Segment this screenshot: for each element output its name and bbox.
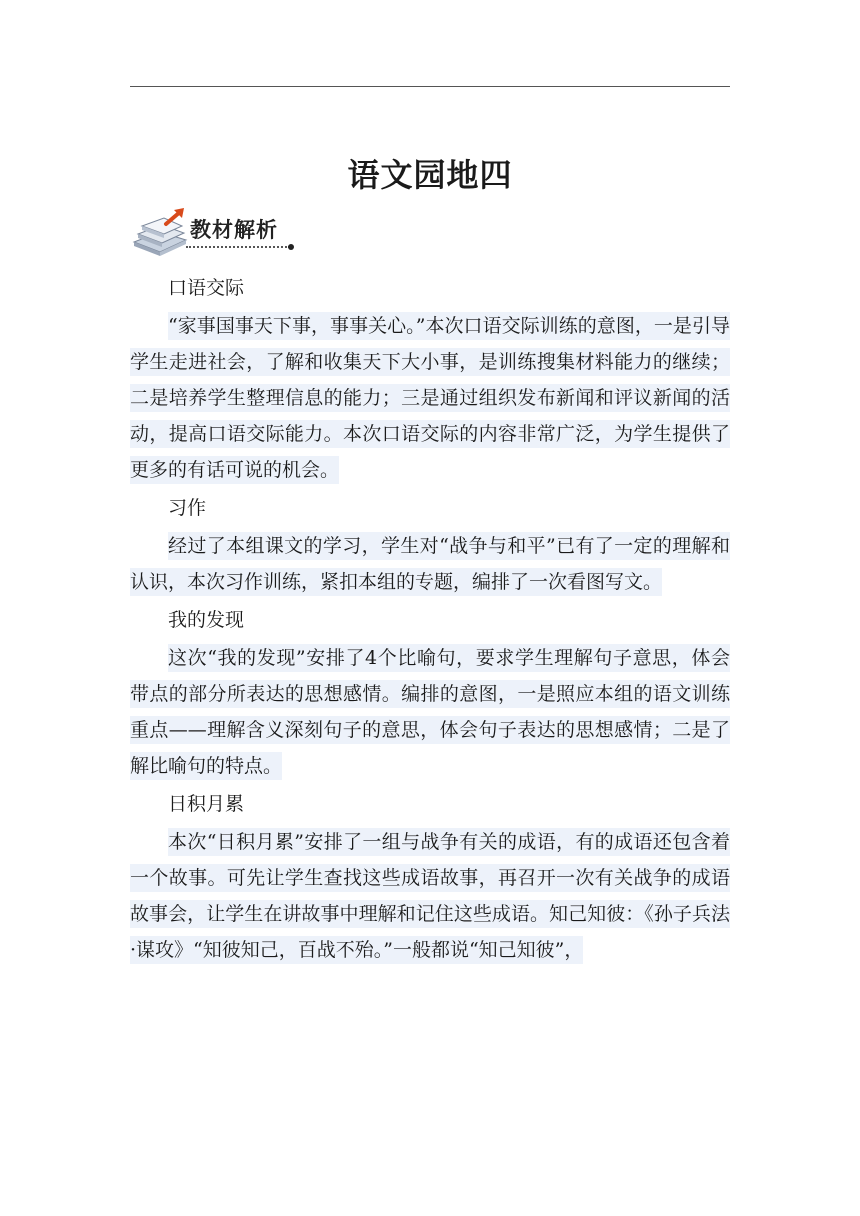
section-text-writing [130, 528, 730, 600]
section-text-speaking [130, 308, 730, 488]
dotted-underline-end [288, 244, 294, 250]
section-heading-accumulation: 日积月累 [168, 793, 245, 815]
section-heading-speaking: 口语交际 [168, 277, 245, 299]
section-text-discovery [130, 640, 730, 784]
section-text-accumulation [130, 824, 730, 968]
section-text-writing-span: 经过了本组课文的学习，学生对“战争与和平”已有了一定的理解和认识，本次习作训练，紧扣本组的专题，编排了一次看图写文。 [130, 532, 730, 596]
header-rule [130, 86, 730, 87]
section-label: 教材解析 [190, 218, 278, 242]
section-heading-discovery: 我的发现 [168, 609, 245, 631]
content-body [130, 270, 730, 970]
section-text-discovery-span: 这次“我的发现”安排了4个比喻句，要求学生理解句子意思，体会带点的部分所表达的思想感情。编排的意图，一是照应本组的语文训练重点——理解含义深刻句子的意思，体会句子表达的思想感情；二是了解比喻句的特点。 [130, 644, 730, 780]
page-title: 语文园地四 [347, 156, 513, 194]
books-icon [130, 206, 190, 260]
dotted-underline [186, 246, 290, 248]
section-heading-writing: 习作 [168, 497, 207, 519]
section-badge [130, 206, 300, 260]
section-text-accumulation-span: 本次“日积月累”安排了一组与战争有关的成语，有的成语还包含着一个故事。可先让学生查找这些成语故事，再召开一次有关战争的成语故事会，让学生在讲故事中理解和记住这些成语。知己知彼：《孙子兵法·谋攻》“知彼知己，百战不殆。”一般都说“知己知彼”， [130, 828, 730, 964]
section-text-speaking-span: “家事国事天下事，事事关心。”本次口语交际训练的意图，一是引导学生走进社会，了解和收集天下大小事，是训练搜集材料能力的继续；二是培养学生整理信息的能力；三是通过组织发布新闻和评议新闻的活动，提高口语交际能力。本次口语交际的内容非常广泛，为学生提供了更多的有话可说的机会。 [130, 312, 730, 484]
